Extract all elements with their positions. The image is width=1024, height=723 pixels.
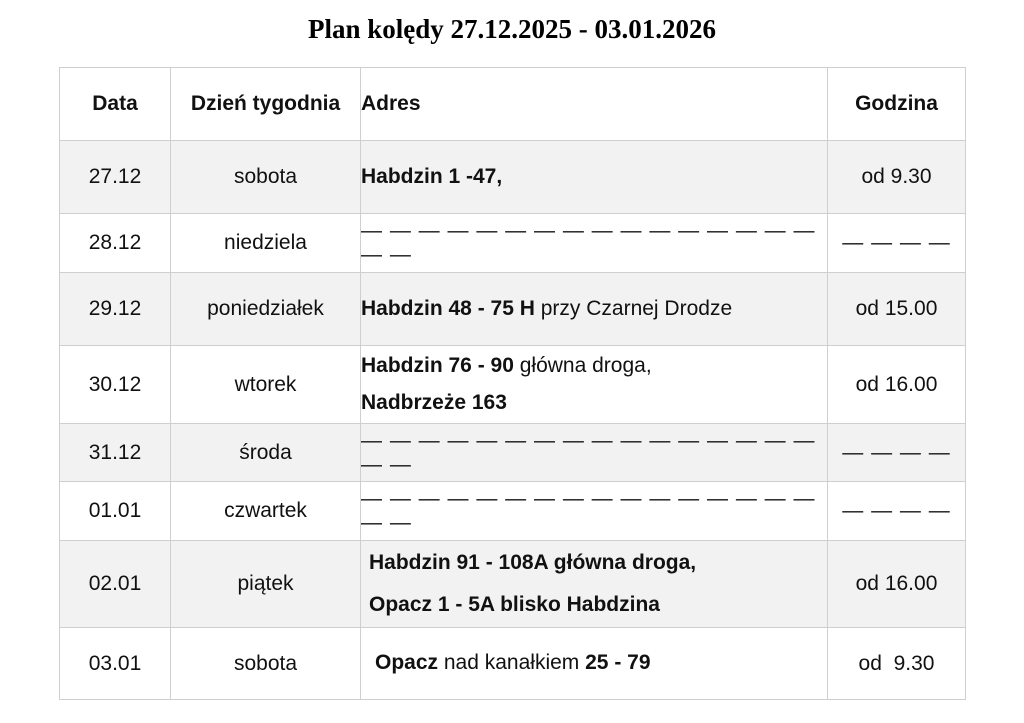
cell-date: 28.12 [60,214,171,273]
cell-date: 27.12 [60,141,171,214]
table-header-row [60,68,966,141]
table-row [60,628,966,700]
address-bold: Habdzin 76 - 90 [361,353,514,377]
address-bold: 25 - 79 [585,651,651,675]
cell-address-empty: — — — — — — — — — — — — — — — — — — [361,214,828,273]
header-address: Adres [361,68,828,141]
header-day: Dzień tygodnia [171,68,361,141]
address-text: przy Czarnej Drodze [534,296,733,320]
table-row [60,346,966,424]
address-line-2 [361,385,827,422]
address-text: nad kanałkiem [438,651,586,675]
cell-day: czwartek [171,482,361,541]
cell-address [361,273,828,346]
table-row [60,541,966,628]
address-bold: Opacz [375,651,439,675]
table-row [60,482,966,541]
cell-day: środa [171,424,361,482]
cell-hour: od 15.00 [828,273,966,346]
cell-address-empty: — — — — — — — — — — — — — — — — — — [361,424,828,482]
address-line-1 [361,348,827,385]
cell-day: sobota [171,141,361,214]
schedule-table [59,67,966,700]
cell-day: niedziela [171,214,361,273]
cell-date: 03.01 [60,628,171,700]
cell-date: 30.12 [60,346,171,424]
table-row [60,214,966,273]
address-bold: Habdzin 1 -47, [361,164,503,188]
address-bold: Habdzin 48 - 75 H [361,296,535,320]
cell-day: sobota [171,628,361,700]
cell-hour-empty: — — — — [828,424,966,482]
cell-hour: od 16.00 [828,541,966,628]
address-line-2 [369,584,827,626]
cell-date: 01.01 [60,482,171,541]
cell-hour-empty: — — — — [828,214,966,273]
address-bold: Habdzin 91 - 108A główna droga, [369,551,697,574]
page-title: Plan kolędy 27.12.2025 - 03.01.2026 [307,14,717,44]
address-line-1 [369,542,827,584]
cell-day: poniedziałek [171,273,361,346]
cell-hour: od 9.30 [828,141,966,214]
header-date: Data [60,68,171,141]
cell-address [361,346,828,424]
cell-date: 31.12 [60,424,171,482]
cell-address [361,541,828,628]
header-hour: Godzina [828,68,966,141]
cell-address [361,141,828,214]
cell-address [361,628,828,700]
cell-day: wtorek [171,346,361,424]
cell-date: 29.12 [60,273,171,346]
address-bold: Opacz 1 - 5A blisko Habdzina [369,593,660,616]
address-text: główna droga, [513,353,652,377]
table-row [60,273,966,346]
cell-hour-empty: — — — — [828,482,966,541]
table-row [60,141,966,214]
cell-day: piątek [171,541,361,628]
cell-hour: od 16.00 [828,346,966,424]
cell-date: 02.01 [60,541,171,628]
cell-hour: od 9.30 [828,628,966,700]
cell-address-empty: — — — — — — — — — — — — — — — — — — [361,482,828,541]
table-row [60,424,966,482]
address-bold: Nadbrzeże 163 [361,390,507,414]
